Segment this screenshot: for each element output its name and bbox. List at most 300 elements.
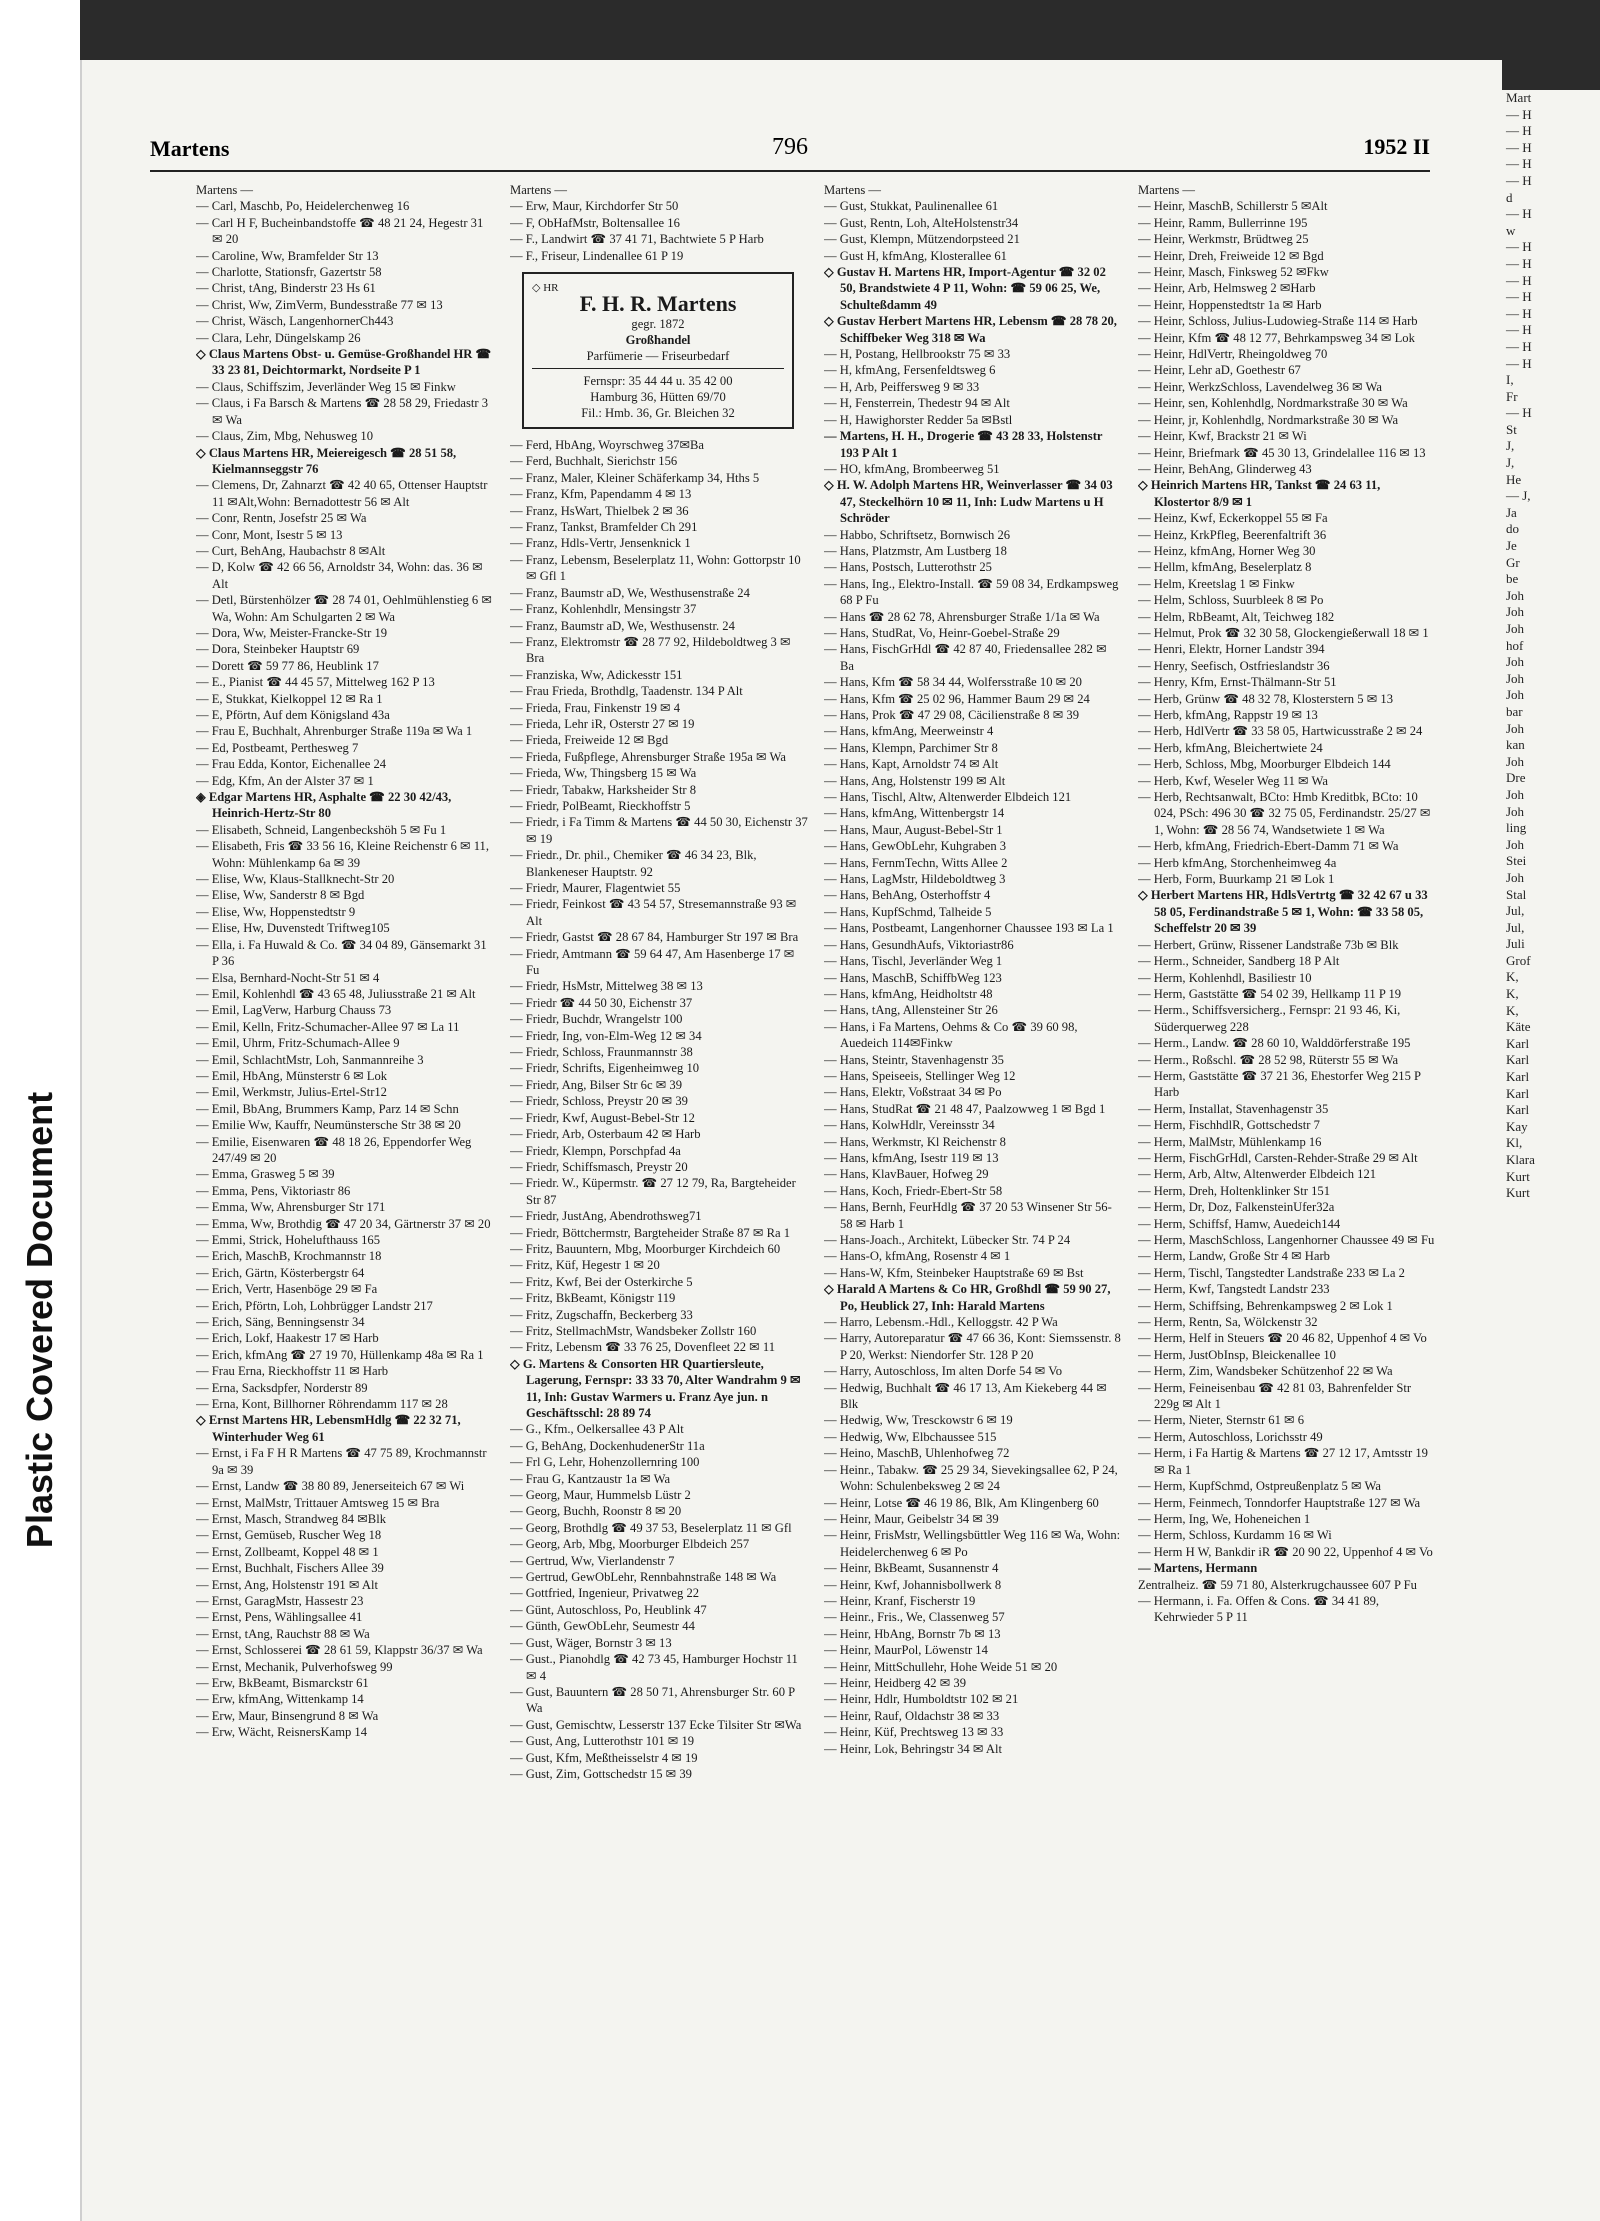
directory-entry: — Gust, Gemischtw, Lesserstr 137 Ecke Tilsiter Str ✉Wa [510,1717,802,1732]
directory-entry: — Ferd, Buchhalt, Sierichstr 156 [510,454,678,469]
directory-entry: — Elise, Ww, Sanderstr 8 ✉ Bgd [196,888,365,903]
directory-entry: — Herb, kfmAng, Rappstr 19 ✉ 13 [1138,708,1318,722]
directory-entry: — Hans-O, kfmAng, Rosenstr 4 ✉ 1 [824,1249,1011,1264]
directory-entry: — Fritz, Küf, Hegestr 1 ✉ 20 [510,1258,660,1273]
directory-entry: — Hans, KlavBauer, Hofweg 29 [824,1167,989,1182]
next-page-fragment: Klara [1506,1152,1535,1167]
directory-entry: — Herm, Schiffsing, Behrenkampsweg 2 ✉ Lok 1 [1138,1298,1393,1313]
next-page-fragment: d [1506,189,1513,205]
next-page-fragment: Fr [1506,388,1518,404]
ad-line: Großhandel [625,333,691,348]
directory-entry: — Heinr, Rauf, Oldachstr 38 ✉ 33 [824,1708,1000,1723]
next-page-fragment: be [1506,571,1519,587]
next-page-fragment: Käte [1506,1019,1531,1035]
directory-entry: — Herm, Dr, Doz, FalkensteinUfer32a [1138,1200,1335,1215]
directory-entry: ◇ Claus Martens HR, Meiereigesch ☎ 28 51 58, Kielmannseggstr 76 [196,445,457,476]
directory-entry: — HO, kfmAng, Brombeerweg 51 [824,461,1000,476]
directory-entry: — Henri, Elektr, Horner Landstr 394 [1138,642,1325,657]
directory-entry: — Ernst, Ang, Holstenstr 191 ✉ Alt [196,1577,378,1592]
directory-entry: — Hans, Platzmstr, Am Lustberg 18 [824,543,1007,558]
directory-entry: — Fritz, Bauuntern, Mbg, Moorburger Kirchdeich 60 [510,1241,781,1256]
directory-entry: — Emil, LagVerw, Harburg Chauss 73 [196,1003,392,1018]
next-page-fragment: Joh [1506,720,1525,736]
directory-entry: — Herm, Gaststätte ☎ 54 02 39, Hellkamp 11 P 19 [1138,986,1402,1001]
directory-entry: — Emil, Kohlenhdl ☎ 43 65 48, Juliusstraße 21 ✉ Alt [196,986,476,1001]
directory-entry: — Clara, Lehr, Düngelskamp 26 [196,330,361,345]
directory-entry: — Charlotte, Stationsfr, Gazertstr 58 [196,265,382,280]
directory-entry: — Hans, Ang, Holstenstr 199 ✉ Alt [824,773,1006,788]
directory-entry: — Friedr. W., Küpermstr. ☎ 27 12 79, Ra, Bargteheider Str 87 [510,1176,796,1207]
directory-entry: — Hellm, kfmAng, Beselerplatz 8 [1138,560,1312,575]
column-head: Martens — [510,183,568,197]
directory-entry: — Frau G, Kantzaustr 1a ✉ Wa [510,1471,671,1486]
directory-entry: — Martens, H. H., Drogerie ☎ 43 28 33, Holstenstr 193 P Alt 1 [824,429,1103,460]
directory-entry: — Hans, GewObLehr, Kuhgraben 3 [824,839,1007,854]
directory-entry: — Hans, MaschB, SchiffbWeg 123 [824,970,1002,985]
directory-entry: — Herb, Form, Buurkamp 21 ✉ Lok 1 [1138,872,1335,887]
directory-entry: — Hans, tAng, Allensteiner Str 26 [824,1003,998,1018]
directory-entry: — Herm, Schiffsf, Hamw, Auedeich144 [1138,1216,1341,1231]
directory-entry: — Heinr, HdlVertr, Rheingoldweg 70 [1138,347,1328,362]
ad-line: gegr. 1872 [631,317,685,332]
directory-entry: — Hedwig, Ww, Tresckowstr 6 ✉ 19 [824,1413,1013,1428]
directory-entry: — Carl, Maschb, Po, Heidelerchenweg 16 [196,199,410,214]
directory-entry: — Friedr, Klempn, Porschpfad 4a [510,1143,681,1158]
ad-line: Hamburg 36, Hütten 69/70 [590,390,726,405]
directory-entry: — Herb, Kwf, Weseler Weg 11 ✉ Wa [1138,773,1328,788]
column-3 [824,182,1122,2172]
directory-entry: — Frieda, Freiweide 12 ✉ Bgd [510,733,669,748]
directory-entry: — Heinr, Schloss, Julius-Ludowieg-Straße 114 ✉ Harb [1138,314,1418,329]
directory-entry: — H, Postang, Hellbrookstr 75 ✉ 33 [824,347,1011,362]
directory-entry: — Herm, JustObInsp, Bleickenallee 10 [1138,1347,1336,1362]
next-page-edge [1502,90,1600,2221]
directory-entry: — Claus, Zim, Mbg, Nehusweg 10 [196,429,374,444]
directory-entry: — Franz, Baumstr aD, We, Westhusenstraße 24 [510,585,750,600]
directory-entry: — Elise, Hw, Duvenstedt Triftweg105 [196,921,390,936]
directory-entry: — Herm, Tischl, Tangstedter Landstraße 233 ✉ La 2 [1138,1265,1405,1280]
directory-entry: — Friedr, Maurer, Flagentwiet 55 [510,881,681,895]
directory-entry: — Franz, Baumstr aD, We, Westhusenstr. 24 [510,618,735,633]
directory-entry: — Harry, Autoreparatur ☎ 47 66 36, Kont: Siemssenstr. 8 P 20, Werkst: Niendorfer Str. 128 P 20 [824,1331,1121,1362]
next-page-fragment: — H [1506,272,1532,288]
next-page-fragment: do [1506,521,1519,537]
next-page-fragment: — H [1506,123,1532,139]
directory-entry: — Hans, Bernh, FeurHdlg ☎ 37 20 53 Winsener Str 56-58 ✉ Harb 1 [824,1200,1112,1231]
directory-entry: — Hans, GesundhAufs, Viktoriastr86 [824,937,1014,952]
directory-entry: — Elise, Ww, Klaus-Stallknecht-Str 20 [196,872,395,887]
directory-entry: — Henry, Kfm, Ernst-Thälmann-Str 51 [1138,675,1337,690]
directory-entry: — Hans, Klempn, Parchimer Str 8 [824,740,998,755]
directory-entry: — Franz, Tankst, Bramfelder Ch 291 [510,520,698,535]
directory-entry: ◇ H. W. Adolph Martens HR, Weinverlasser ☎ 34 03 47, Steckelhörn 10 ✉ 11, Inh: Ludw Martens u H Schröder [824,478,1113,526]
directory-entry: — Helm, Schloss, Suurbleek 8 ✉ Po [1138,593,1324,608]
directory-entry: — Heinr, Ramm, Bullerrinne 195 [1138,215,1308,230]
directory-entry: — Frieda, Fußpflege, Ahrensburger Straße 195a ✉ Wa [510,749,786,764]
directory-entry: — Herbert, Grünw, Rissener Landstraße 73b ✉ Blk [1138,937,1399,952]
directory-entry: — Helm, Kreetslag 1 ✉ Finkw [1138,576,1295,591]
next-page-fragment: Joh [1506,587,1525,603]
directory-entry: — E, Stukkat, Kielkoppel 12 ✉ Ra 1 [196,691,383,706]
directory-entry: — Hans, Maur, August-Bebel-Str 1 [824,822,1003,837]
directory-entry: — Frieda, Lehr iR, Osterstr 27 ✉ 19 [510,716,695,731]
directory-entry: — Ernst, Pens, Wählingsallee 41 [196,1610,363,1625]
directory-entry: — Henry, Seefisch, Ostfrieslandstr 36 [1138,658,1330,673]
next-page-fragment: ling [1506,820,1527,836]
directory-entry: — Herm, i Fa Hartig & Martens ☎ 27 12 17, Amtsstr 19 ✉ Ra 1 [1138,1446,1428,1477]
directory-entry: — Hans, Werkmstr, Kl Reichenstr 8 [824,1134,1006,1149]
directory-entry: — Helmut, Prok ☎ 32 30 58, Glockengießerwall 18 ✉ 1 [1138,625,1429,640]
directory-entry: — Heinr., Tabakw. ☎ 25 29 34, Sievekingsallee 62, P 24, Wohn: Schulenbeksweg 2 ✉ 24 [824,1462,1118,1494]
directory-entry: — H, Arb, Peiffersweg 9 ✉ 33 [824,379,980,394]
directory-entry: — Emil, BbAng, Brummers Kamp, Parz 14 ✉ Schn [196,1101,459,1116]
directory-entry: — Herm, Feineisenbau ☎ 42 81 03, Bahrenfelder Str 229g ✉ Alt 1 [1138,1380,1412,1412]
directory-entry: — Elsa, Bernhard-Nocht-Str 51 ✉ 4 [196,970,380,985]
directory-entry: ◇ Harald A Martens & Co HR, Großhdl ☎ 59 90 27, Po, Heublick 27, Inh: Harald Martens [824,1282,1111,1313]
next-page-fragment: Stal [1506,886,1527,902]
directory-entry: — Fritz, Kwf, Bei der Osterkirche 5 [510,1274,693,1289]
next-page-fragment: w [1506,222,1516,238]
next-page-fragment: Jul, [1506,903,1525,919]
page-number: 796 [772,134,808,160]
directory-entry: — Herm H W, Bankdir iR ☎ 20 90 22, Uppenhof 4 ✉ Vo [1138,1544,1433,1559]
directory-entry: — Hans, kfmAng, Meerweinstr 4 [824,724,994,739]
directory-entry: — Heinr, Maur, Geibelstr 34 ✉ 39 [824,1511,999,1526]
directory-entry: — Heinr, WerkzSchloss, Lavendelweg 36 ✉ Wa [1138,379,1382,394]
directory-entry: — Herb, kfmAng, Friedrich-Ebert-Damm 71 ✉ Wa [1138,839,1399,854]
directory-entry: — Georg, Arb, Mbg, Moorburger Elbdeich 257 [510,1537,750,1552]
page-header [150,130,1430,172]
directory-entry: — Franz, Elektromstr ☎ 28 77 92, Hildeboldtweg 3 ✉ Bra [510,634,791,666]
directory-entry: — Emilie, Eisenwaren ☎ 48 18 26, Eppendorfer Weg 247/49 ✉ 20 [196,1134,472,1165]
directory-entry: — Christ, Ww, ZimVerm, Bundesstraße 77 ✉ 13 [196,297,443,312]
directory-entry: — Frieda, Ww, Thingsberg 15 ✉ Wa [510,766,697,781]
directory-entry: — Ernst, MalMstr, Trittauer Amtsweg 15 ✉ Bra [196,1495,440,1510]
directory-entry: — Friedr, Schloss, Preystr 20 ✉ 39 [510,1094,688,1109]
directory-entry: — Friedr, Schrifts, Eigenheimweg 10 [510,1061,700,1076]
directory-entry: — Herm, MalMstr, Mühlenkamp 16 [1138,1134,1322,1149]
directory-entry: — Fritz, StellmachMstr, Wandsbeker Zollstr 160 [510,1323,757,1338]
directory-entry: — Ernst, Buchhalt, Fischers Allee 39 [196,1561,384,1576]
directory-entry: — Erich, Pförtn, Loh, Lohbrügger Landstr 217 [196,1298,433,1313]
directory-entry: ◇ Herbert Martens HR, HdlsVertrtg ☎ 32 42 67 u 33 58 05, Ferdinandstraße 5 ✉ 1, Wohn: ☎ 33 58 05, Scheffelstr 20 ✉ 39 [1138,888,1428,936]
next-page-fragment: bar [1506,703,1523,719]
next-page-fragment: J, [1506,455,1515,471]
directory-entry: — Conr, Mont, Isestr 5 ✉ 13 [196,527,343,542]
next-page-fragment: I, [1506,372,1514,388]
directory-entry: — Heinr., Fris., We, Classenweg 57 [824,1610,1005,1625]
header-surname: Martens [150,136,230,161]
directory-entry: — Heinr, MittSchullehr, Hohe Weide 51 ✉ 20 [824,1659,1058,1674]
directory-entry: — Heinr, Briefmark ☎ 45 30 13, Grindelallee 116 ✉ 13 [1138,445,1426,460]
directory-entry: — Christ, tAng, Binderstr 23 Hs 61 [196,281,376,296]
directory-entry: ◇ G. Martens & Consorten HR Quartiersleute, Lagerung, Fernspr: 33 33 70, Alter Wandrahm 9 ✉ 11, Inh: Gustav Warmers u. Franz Aye jun. n Geschäftsschl: 28 89 74 [510,1356,801,1420]
directory-entry: — Hedwig, Ww, Elbchaussee 515 [824,1429,997,1444]
directory-entry: — Herm, Installat, Stavenhagenstr 35 [1138,1101,1329,1116]
next-page-fragment: Dre [1506,770,1526,786]
next-page-fragment: — J, [1506,488,1531,504]
directory-entry: — Erich, kfmAng ☎ 27 19 70, Hüllenkamp 48a ✉ Ra 1 [196,1347,484,1362]
directory-entry: — Hans, KolwHdlr, Vereinsstr 34 [824,1118,995,1133]
next-page-fragment: Joh [1506,604,1525,620]
ad-company-name: F. H. R. Martens [579,291,737,317]
directory-entry: — Hans, Elektr, Voßstraat 34 ✉ Po [824,1085,1002,1100]
directory-entry: — Edg, Kfm, An der Alster 37 ✉ 1 [196,773,374,788]
directory-entry: — Gust, Klempn, Mützendorpsteed 21 [824,232,1020,247]
directory-entry: — Franz, Kfm, Papendamm 4 ✉ 13 [510,487,692,502]
directory-entry: — Hermann, i. Fa. Offen & Cons. ☎ 34 41 89, Kehrwieder 5 P 11 [1138,1593,1380,1625]
directory-entry: — E, Pförtn, Auf dem Königsland 43a [196,708,390,722]
directory-entry: — Erw, Maur, Binsengrund 8 ✉ Wa [196,1708,379,1723]
directory-entry: — Heinr, Dreh, Freiweide 12 ✉ Bgd [1138,248,1324,263]
directory-entry: — Claus, Schiffszim, Jeverländer Weg 15 ✉ Finkw [196,379,456,394]
directory-entry: — Heinr, BehAng, Glinderweg 43 [1138,461,1312,476]
directory-entry: — Frau Frieda, Brothdlg, Taadenstr. 134 P Alt [510,684,743,699]
directory-entry: — Hans, Kapt, Arnoldstr 74 ✉ Alt [824,757,999,772]
next-page-fragment: — H [1506,139,1532,155]
directory-entry: — Detl, Bürstenhölzer ☎ 28 74 01, Oehlmühlenstieg 6 ✉ Wa, Wohn: Am Schulgarten 2 ✉ Wa [196,593,492,624]
directory-entry: — Herb kfmAng, Storchenheimweg 4a [1138,855,1337,870]
directory-entry: — Helm, RbBeamt, Alt, Teichweg 182 [1138,609,1335,624]
next-page-fragment: Joh [1506,786,1525,802]
directory-entry: — Heinr, jr, Kohlenhdlg, Nordmarkstraße 30 ✉ Wa [1138,412,1399,427]
next-page-fragment: Karl [1506,1102,1530,1118]
ad-divider [532,368,784,369]
directory-entry: — Hans, KupfSchmd, Talheide 5 [824,904,992,919]
directory-entry: — Friedr, HsMstr, Mittelweg 38 ✉ 13 [510,979,703,994]
directory-entry: — Herm, Feinmech, Tonndorfer Hauptstraße 127 ✉ Wa [1138,1495,1421,1510]
next-page-fragment: Joh [1506,869,1525,885]
directory-entry: — Hans, Tischl, Jeverländer Weg 1 [824,954,1003,969]
directory-entry: — Gust, Ang, Lutterothstr 101 ✉ 19 [510,1734,695,1749]
directory-entry: — Heinr, Kfm ☎ 48 12 77, Behrkampsweg 34 ✉ Lok [1138,330,1415,345]
directory-entry: — Gust, Kfm, Meßtheisselstr 4 ✉ 19 [510,1750,698,1765]
directory-entry: — Erna, Kont, Billhorner Röhrendamm 117 ✉ 28 [196,1397,448,1412]
next-page-fragment: K, [1506,986,1519,1002]
directory-entry: — Friedr, Kwf, August-Bebel-Str 12 [510,1110,695,1125]
column-1 [196,182,494,2172]
next-page-fragment: Stei [1506,853,1527,869]
directory-entry: — Friedr, Gastst ☎ 28 67 84, Hamburger Str 197 ✉ Bra [510,930,799,945]
directory-entry: — Heinr, HbAng, Bornstr 7b ✉ 13 [824,1626,1001,1641]
directory-entry: — H, Hawighorster Redder 5a ✉Bstl [824,412,1013,427]
next-page-fragment: kan [1506,737,1525,753]
directory-entry: — Herm, Rentn, Sa, Wölckenstr 32 [1138,1315,1318,1330]
directory-entry: — Herm, FischGrHdl, Carsten-Rehder-Straße 29 ✉ Alt [1138,1150,1418,1165]
directory-entry: — Friedr ☎ 44 50 30, Eichenstr 37 [510,995,693,1010]
directory-entry: — Erich, MaschB, Krochmannstr 18 [196,1249,382,1264]
next-page-fragment: Ja [1506,504,1517,520]
directory-entry: — F., Friseur, Lindenallee 61 P 19 [510,248,684,263]
directory-entry: — D, Kolw ☎ 42 66 56, Arnoldstr 34, Wohn: das. 36 ✉ Alt [196,560,483,591]
directory-entry: — Frau Edda, Kontor, Eichenallee 24 [196,757,387,772]
directory-entry: — Hans-W, Kfm, Steinbeker Hauptstraße 69 ✉ Bst [824,1265,1084,1280]
directory-entry: — Ernst, Schlosserei ☎ 28 61 59, Klappstr 36/37 ✉ Wa [196,1643,483,1658]
directory-entry: — Heinr, Lotse ☎ 46 19 86, Blk, Am Klingenberg 60 [824,1495,1099,1510]
next-page-fragment: Joh [1506,836,1525,852]
directory-entry: ◇ Claus Martens Obst- u. Gemüse-Großhandel HR ☎ 33 23 81, Deichtormarkt, Nordseite P 1 [196,347,492,378]
directory-entry: — Herm, Gaststätte ☎ 37 21 36, Ehestorfer Weg 215 P Harb [1138,1068,1421,1100]
next-page-fragment: Karl [1506,1035,1530,1051]
column-2 [510,182,808,2172]
directory-entry: — Herm, Ing, We, Hoheneichen 1 [1138,1511,1311,1526]
next-page-fragment: — H [1506,106,1532,122]
directory-entry: — Ernst, Mechanik, Pulverhofsweg 99 [196,1659,393,1674]
next-page-fragment: — H [1506,355,1532,371]
directory-entry: — Erich, Gärtn, Kösterbergstr 64 [196,1265,365,1280]
directory-entry: — E., Pianist ☎ 44 45 57, Mittelweg 162 P 13 [196,675,435,690]
directory-entry: — Hans ☎ 28 62 78, Ahrensburger Straße 1/1a ✉ Wa [824,609,1100,624]
directory-entry: — Friedr, Schloss, Fraunmannstr 38 [510,1045,693,1060]
directory-entry: — Hans, Tischl, Altw, Altenwerder Elbdeich 121 [824,790,1072,805]
directory-entry: — Friedr, Tabakw, Harksheider Str 8 [510,782,697,797]
next-page-fragment: — H [1506,255,1532,271]
directory-entry: ◇ Heinrich Martens HR, Tankst ☎ 24 63 11, Klostertor 8/9 ✉ 1 [1138,478,1381,509]
directory-entry: — Herb, Rechtsanwalt, BCto: Hmb Kreditbk, BCto: 10 024, PSch: 496 30 ☎ 32 75 05, Ferdinandstr. 25/27 ✉ 1, Wohn: ☎ 28 56 74, Wandsetwiete 1 ✉ Wa [1138,790,1431,837]
directory-entry: — Georg, Maur, Hummelsb Lüstr 2 [510,1488,691,1503]
directory-entry: — Friedr, Ang, Bilser Str 6c ✉ 39 [510,1077,683,1092]
directory-entry: — Carl H F, Bucheinbandstoffe ☎ 48 21 24, Hegestr 31 ✉ 20 [196,215,484,247]
directory-entry: — Heinr, Kwf, Brackstr 21 ✉ Wi [1138,429,1307,444]
directory-entry: — Friedr, PolBeamt, Rieckhoffstr 5 [510,798,691,813]
directory-entry: — Hans, Prok ☎ 47 29 08, Cäcilienstraße 8 ✉ 39 [824,708,1079,722]
next-page-fragment: Joh [1506,654,1525,670]
directory-entry: — Hans, Kfm ☎ 25 02 96, Hammer Baum 29 ✉ 24 [824,691,1090,706]
directory-entry: — Heinr, sen, Kohlenhdlg, Nordmarkstraße 30 ✉ Wa [1138,396,1408,411]
directory-entry: — Emma, Pens, Viktoriastr 86 [196,1183,351,1198]
next-page-fragment: hof [1506,637,1524,653]
next-page-fragment: — H [1506,338,1532,354]
directory-entry: — Hans, LagMstr, Hildeboldtweg 3 [824,872,1006,887]
directory-entry: ◈ Edgar Martens HR, Asphalte ☎ 22 30 42/43, Heinrich-Hertz-Str 80 [196,790,452,821]
directory-entry: — Claus, i Fa Barsch & Martens ☎ 28 58 29, Friedastr 3 ✉ Wa [196,396,489,427]
directory-entry: — Emilie Ww, Kauffr, Neumünstersche Str 38 ✉ 20 [196,1118,461,1133]
next-page-fragment: — H [1506,289,1532,305]
directory-entry: — Günt, Autoschloss, Po, Heublink 47 [510,1602,707,1617]
directory-entry: — Friedr, Feinkost ☎ 43 54 57, Stresemannstraße 93 ✉ Alt [510,897,797,928]
directory-entry: — Herm, Schloss, Kurdamm 16 ✉ Wi [1138,1528,1332,1543]
directory-entry: — Herm, Autoschloss, Lorichsstr 49 [1138,1429,1323,1444]
directory-entry: — Hans, StudRat, Vo, Heinr-Goebel-Straße 29 [824,625,1060,640]
directory-entry: — Franz, HsWart, Thielbek 2 ✉ 36 [510,503,689,518]
directory-entry: — Heinr, MaschB, Schillerstr 5 ✉Alt [1138,199,1328,214]
next-page-fragment: Jul, [1506,919,1525,935]
directory-entry: — Christ, Wäsch, LangenhornerCh443 [196,314,394,329]
directory-entry: — Frl G, Lehr, Hohenzollernring 100 [510,1455,700,1470]
directory-entry: — Herm, Arb, Altw, Altenwerder Elbdeich 121 [1138,1167,1377,1182]
directory-entry: — Herm, Helf in Steuers ☎ 20 46 82, Uppenhof 4 ✉ Vo [1138,1331,1427,1346]
directory-entry: — Herb, kfmAng, Bleichertwiete 24 [1138,740,1323,755]
directory-entry: — Frieda, Frau, Finkenstr 19 ✉ 4 [510,700,681,715]
directory-entry: — Ernst, Gemüseb, Ruscher Weg 18 [196,1528,382,1543]
ad-line: Parfümerie — Friseurbedarf [586,349,730,364]
directory-entry: — Hans, i Fa Martens, Oehms & Co ☎ 39 60 98, Auedeich 114✉Finkw [824,1019,1078,1051]
next-page-fragment: — H [1506,172,1532,188]
directory-entry: — Heinr, Arb, Helmsweg 2 ✉Harb [1138,281,1316,296]
directory-entry: — H, Fensterrein, Thedestr 94 ✉ Alt [824,396,1010,411]
next-page-fragment: St [1506,421,1517,437]
directory-entry: — Heinr, Lehr aD, Goethestr 67 [1138,363,1301,378]
directory-entry: — Heinz, KrkPfleg, Beerenfaltrift 36 [1138,527,1327,542]
next-page-fragment: Kurt [1506,1185,1530,1201]
directory-entry: — Heinr, Kranf, Fischerstr 19 [824,1593,976,1608]
directory-entry: — Hans, kfmAng, Isestr 119 ✉ 13 [824,1150,999,1165]
directory-entry: — Elise, Ww, Hoppenstedtstr 9 [196,904,356,919]
directory-entry: — Herm, KupfSchmd, Ostpreußenplatz 5 ✉ Wa [1138,1479,1381,1494]
next-page-fragment: — H [1506,206,1532,222]
next-page-fragment: Joh [1506,621,1525,636]
next-page-fragment: Kl, [1506,1135,1523,1151]
directory-entry: — Dora, Steinbeker Hauptstr 69 [196,642,360,657]
next-page-fragment: Joh [1506,753,1525,769]
directory-entry: — Hans, Koch, Friedr-Ebert-Str 58 [824,1183,1003,1198]
directory-entry: — Franz, Hdls-Vertr, Jensenknick 1 [510,536,691,551]
directory-entry: — Hans, Postsch, Lutterothstr 25 [824,560,992,575]
column-4 [1138,182,1436,2172]
next-page-fragment: — H [1506,405,1532,421]
directory-entry: — Erw, kfmAng, Wittenkamp 14 [196,1692,364,1707]
directory-entry: — G., Kfm., Oelkersallee 43 P Alt [510,1422,684,1437]
directory-entry: — Dora, Ww, Meister-Francke-Str 19 [196,625,388,640]
header-year-volume: 1952 II [1363,134,1430,159]
directory-entry: — Heinr, Küf, Prechtsweg 13 ✉ 33 [824,1725,1004,1740]
directory-entry: — Gust, Rentn, Loh, AlteHolstenstr34 [824,215,1019,230]
directory-entry: — Frau E, Buchhalt, Ahrenburger Straße 119a ✉ Wa 1 [196,724,473,739]
directory-entry: — H, kfmAng, Fersenfeldtsweg 6 [824,363,996,378]
next-page-fragment: Je [1506,538,1517,554]
directory-entry: — Friedr, Buchdr, Wrangelstr 100 [510,1012,683,1027]
directory-entry: ◇ Ernst Martens HR, LebensmHdlg ☎ 22 32 71, Winterhuder Weg 61 [196,1413,461,1444]
directory-entry: — Frau Erna, Rieckhoffstr 11 ✉ Harb [196,1364,389,1379]
directory-entry: — Herm., Landw. ☎ 28 60 10, Walddörferstraße 195 [1138,1036,1411,1051]
directory-entry: — Ernst, Landw ☎ 38 80 89, Jenerseiteich 67 ✉ Wi [196,1479,465,1494]
directory-entry: — Harry, Autoschloss, Im alten Dorfe 54 ✉ Vo [824,1364,1063,1379]
directory-entry: — Clemens, Dr, Zahnarzt ☎ 42 40 65, Ottenser Hauptstr 11 ✉Alt,Wohn: Bernadottestr 56 ✉ Alt [196,478,488,509]
directory-entry: — Erich, Säng, Benningsenstr 34 [196,1315,365,1330]
directory-entry: — Georg, Brothdlg ☎ 49 37 53, Beselerplatz 11 ✉ Gfl [510,1520,792,1535]
side-label: Plastic Covered Document [19,1091,60,1549]
directory-entry: — Friedr, JustAng, Abendrothsweg71 [510,1209,702,1224]
directory-entry: — Gust, Wäger, Bornstr 3 ✉ 13 [510,1635,672,1650]
next-page-fragment: Juli [1506,936,1525,952]
directory-entry: — Gust H, kfmAng, Klosterallee 61 [824,248,1007,263]
directory-entry: — Herm., Schneider, Sandberg 18 P Alt [1138,954,1340,969]
directory-entry: — Ed, Postbeamt, Perthesweg 7 [196,740,359,755]
directory-entry: — Heino, MaschB, Uhlenhofweg 72 [824,1446,1010,1461]
directory-entry: — Ernst, tAng, Rauchstr 88 ✉ Wa [196,1626,370,1641]
directory-entry: — Herm, Kwf, Tangstedt Landstr 233 [1138,1282,1330,1297]
next-page-fragment: Kay [1506,1118,1528,1134]
column-head: Martens — [1138,183,1196,197]
next-page-fragment: He [1506,471,1522,487]
next-page-fragment: Joh [1506,803,1525,819]
directory-entry: — Heinr, Heidberg 42 ✉ 39 [824,1675,967,1690]
directory-entry: ◇ Gustav H. Martens HR, Import-Agentur ☎ 32 02 50, Brandstwiete 4 P 11, Wohn: ☎ 59 06 25, We, Schulteßdamm 49 [824,265,1106,312]
directory-entry: — Ernst, Zollbeamt, Koppel 48 ✉ 1 [196,1544,379,1559]
directory-entry: — Heinr, MaurPol, Löwenstr 14 [824,1643,988,1658]
directory-entry: — Gottfried, Ingenieur, Privatweg 22 [510,1586,700,1601]
ad-marker: ◇ HR [532,282,559,295]
next-page-fragment: K, [1506,1002,1519,1018]
directory-entry: — Harro, Lebensm.-Hdl., Kelloggstr. 42 P Wa [824,1315,1058,1330]
directory-entry: — Emil, Werkmstr, Julius-Ertel-Str12 [196,1085,387,1100]
directory-entry: — Caroline, Ww, Bramfelder Str 13 [196,248,379,263]
directory-entry: — Friedr, Schiffsmasch, Preystr 20 [510,1159,688,1174]
directory-entry: — Hans, Steintr, Stavenhagenstr 35 [824,1052,1004,1067]
next-page-fragment: J, [1506,438,1515,454]
next-page-fragment: Karl [1506,1069,1530,1085]
directory-entry: — Heinr, Lok, Behringstr 34 ✉ Alt [824,1741,1002,1756]
